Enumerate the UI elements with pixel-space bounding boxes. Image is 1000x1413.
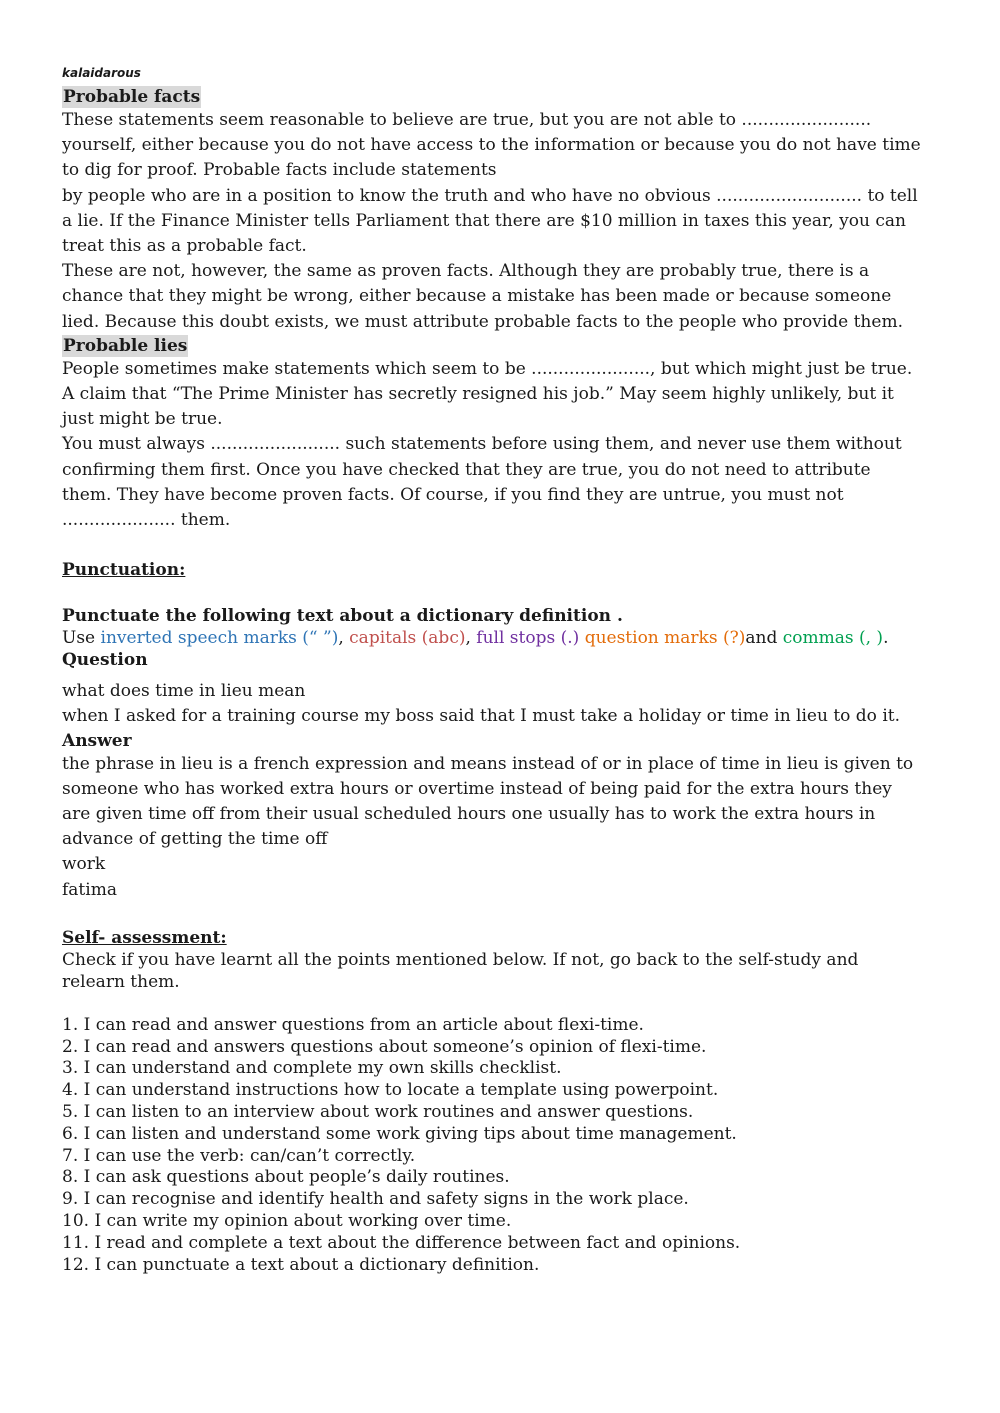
probable-facts-section — [62, 86, 922, 335]
question-line-1: what does time in lieu mean — [62, 681, 306, 702]
self-assessment-list — [62, 1015, 922, 1277]
list-item: 8. I can ask questions about people’s daily routines. — [62, 1167, 510, 1188]
answer-line-3: fatima — [62, 879, 117, 900]
answer-label: Answer — [62, 730, 132, 751]
question-marks-label: question marks (?) — [584, 628, 746, 649]
probable-facts-paragraph-2: by people who are in a position to know the truth and who have no obvious ........................... to tell a lie. If the Finance Minister tells Parliament that there are $10 million in taxes this year, you can treat this as a probable fact. — [62, 185, 918, 257]
probable-lies-heading: Probable lies — [63, 335, 188, 356]
capitals-label: capitals (abc) — [349, 628, 466, 649]
probable-lies-section — [62, 335, 922, 533]
commas-label: commas (, ) — [782, 628, 884, 649]
list-item: 11. I read and complete a text about the difference between fact and opinions. — [62, 1232, 741, 1253]
list-item: 10. I can write my opinion about working over time. — [62, 1211, 512, 1232]
list-item: 5. I can listen to an interview about work routines and answer questions. — [62, 1102, 694, 1123]
list-item: 7. I can use the verb: can/can’t correctly. — [62, 1145, 416, 1166]
use-prefix: Use — [62, 628, 101, 649]
and-word: and — [745, 628, 783, 649]
punctuation-use-line — [62, 627, 922, 649]
self-assessment-heading: Self- assessment: — [62, 927, 227, 948]
probable-facts-heading: Probable facts — [63, 87, 201, 107]
punctuation-section — [62, 559, 922, 903]
answer-line-2: work — [62, 854, 106, 875]
self-assessment-section — [62, 927, 922, 1277]
separator: , — [338, 628, 350, 649]
document-page — [62, 64, 922, 1276]
probable-facts-paragraph-3: These are not, however, the same as proven facts. Although they are probably true, there is a chance that they might be wrong, either because a mistake has been made or because someone lied. Because this doubt exists, we must attribute probable facts to the people who provide them. — [62, 261, 903, 332]
punctuation-heading: Punctuation: — [62, 560, 186, 581]
separator: , — [465, 628, 477, 649]
self-assessment-intro: Check if you have learnt all the points mentioned below. If not, go back to the self-study and relearn them. — [62, 949, 859, 992]
question-label: Question — [62, 650, 148, 671]
line-end: . — [883, 628, 889, 649]
speech-marks-label: inverted speech marks (“ ”) — [100, 628, 339, 649]
list-item: 1. I can read and answer questions from an article about flexi-time. — [62, 1014, 644, 1035]
list-item: 9. I can recognise and identify health and safety signs in the work place. — [62, 1189, 689, 1210]
answer-text: the phrase in lieu is a french expression and means instead of or in place of time in lieu is given to someone who has worked extra hours or overtime instead of being paid for the extra hours they are given time off from their usual scheduled hours one usually has to work the extra hours in advance of getting the time off — [62, 753, 914, 850]
list-item: 2. I can read and answers questions about someone’s opinion of flexi-time. — [62, 1036, 707, 1057]
list-item: 3. I can understand and complete my own skills checklist. — [62, 1058, 562, 1079]
probable-lies-paragraph-1: People sometimes make statements which seem to be ......................, but which might just be true. A claim that “The Prime Minister has secretly resigned his job.” May seem highly unlikely, but it just might be true. — [62, 358, 913, 430]
full-stops-label: full stops (.) — [476, 628, 580, 649]
question-line-2: when I asked for a training course my boss said that I must take a holiday or time in lieu to do it. — [62, 706, 900, 727]
list-item: 12. I can punctuate a text about a dictionary definition. — [62, 1254, 540, 1275]
list-item: 6. I can listen and understand some work giving tips about time management. — [62, 1123, 737, 1144]
probable-facts-paragraph-1: These statements seem reasonable to believe are true, but you are not able to ........................ yourself, either because you do not have access to the information or because you do not have time to dig for proof. Probable facts include statements — [62, 110, 921, 181]
punctuation-instruction: Punctuate the following text about a dictionary definition . — [62, 606, 623, 627]
author-name: kalaidarous — [62, 66, 141, 80]
list-item: 4. I can understand instructions how to locate a template using powerpoint. — [62, 1080, 719, 1101]
probable-lies-paragraph-2: You must always ........................ such statements before using them, and never use them without confirming them first. Once you have checked that they are true, you do not need to attribute them. They have become proven facts. Of course, if you find they are untrue, you must not ..................... them. — [62, 434, 902, 531]
